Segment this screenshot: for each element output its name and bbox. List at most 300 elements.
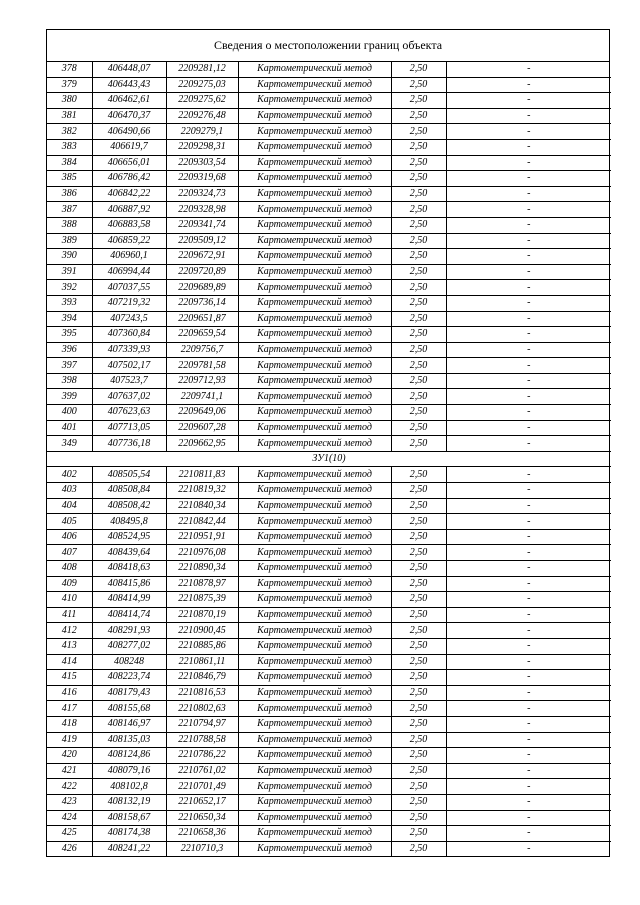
y-coordinate-cell: 2210890,34 — [166, 561, 238, 577]
method-cell: Картометрический метод — [238, 576, 391, 592]
description-cell: - — [446, 358, 611, 374]
point-number-cell: 412 — [47, 623, 92, 639]
x-coordinate-cell: 408415,86 — [92, 576, 166, 592]
accuracy-cell: 2,50 — [391, 358, 446, 374]
point-number-cell: 382 — [47, 124, 92, 140]
point-number-cell: 414 — [47, 654, 92, 670]
method-cell: Картометрический метод — [238, 280, 391, 296]
accuracy-cell: 2,50 — [391, 124, 446, 140]
point-number-cell: 409 — [47, 576, 92, 592]
description-cell: - — [446, 638, 611, 654]
y-coordinate-cell: 2209736,14 — [166, 295, 238, 311]
table-row — [47, 186, 611, 202]
method-cell: Картометрический метод — [238, 623, 391, 639]
table-row — [47, 638, 611, 654]
accuracy-cell: 2,50 — [391, 171, 446, 187]
table-row — [47, 405, 611, 421]
point-number-cell: 425 — [47, 826, 92, 842]
table-row — [47, 280, 611, 296]
y-coordinate-cell: 2209341,74 — [166, 217, 238, 233]
y-coordinate-cell: 2210761,02 — [166, 763, 238, 779]
table-row — [47, 436, 611, 452]
method-cell: Картометрический метод — [238, 405, 391, 421]
accuracy-cell: 2,50 — [391, 514, 446, 530]
point-number-cell: 401 — [47, 420, 92, 436]
y-coordinate-cell: 2210811,83 — [166, 467, 238, 483]
accuracy-cell: 2,50 — [391, 233, 446, 249]
table-row — [47, 202, 611, 218]
accuracy-cell: 2,50 — [391, 62, 446, 77]
y-coordinate-cell: 2210870,19 — [166, 607, 238, 623]
description-cell: - — [446, 186, 611, 202]
table-row — [47, 467, 611, 483]
description-cell: - — [446, 826, 611, 842]
method-cell: Картометрический метод — [238, 62, 391, 77]
point-number-cell: 416 — [47, 685, 92, 701]
point-number-cell: 386 — [47, 186, 92, 202]
accuracy-cell: 2,50 — [391, 436, 446, 452]
point-number-cell: 398 — [47, 373, 92, 389]
table-row — [47, 732, 611, 748]
accuracy-cell: 2,50 — [391, 810, 446, 826]
x-coordinate-cell: 408291,93 — [92, 623, 166, 639]
accuracy-cell: 2,50 — [391, 420, 446, 436]
table-row — [47, 545, 611, 561]
method-cell: Картометрический метод — [238, 124, 391, 140]
description-cell: - — [446, 62, 611, 77]
accuracy-cell: 2,50 — [391, 716, 446, 732]
y-coordinate-cell: 2209741,1 — [166, 389, 238, 405]
y-coordinate-cell: 2210861,11 — [166, 654, 238, 670]
point-number-cell: 419 — [47, 732, 92, 748]
table-row — [47, 233, 611, 249]
y-coordinate-cell: 2209279,1 — [166, 124, 238, 140]
table-row — [47, 155, 611, 171]
method-cell: Картометрический метод — [238, 264, 391, 280]
y-coordinate-cell: 2210710,3 — [166, 841, 238, 856]
table-row — [47, 171, 611, 187]
y-coordinate-cell: 2209756,7 — [166, 342, 238, 358]
y-coordinate-cell: 2210846,79 — [166, 670, 238, 686]
accuracy-cell: 2,50 — [391, 342, 446, 358]
accuracy-cell: 2,50 — [391, 561, 446, 577]
section-row — [47, 451, 611, 467]
point-number-cell: 394 — [47, 311, 92, 327]
table-row — [47, 108, 611, 124]
method-cell: Картометрический метод — [238, 311, 391, 327]
point-number-cell: 379 — [47, 77, 92, 93]
description-cell: - — [446, 794, 611, 810]
method-cell: Картометрический метод — [238, 139, 391, 155]
table-row — [47, 670, 611, 686]
accuracy-cell: 2,50 — [391, 139, 446, 155]
description-cell: - — [446, 670, 611, 686]
table-row — [47, 748, 611, 764]
description-cell: - — [446, 77, 611, 93]
accuracy-cell: 2,50 — [391, 732, 446, 748]
accuracy-cell: 2,50 — [391, 545, 446, 561]
accuracy-cell: 2,50 — [391, 779, 446, 795]
y-coordinate-cell: 2209298,31 — [166, 139, 238, 155]
point-number-cell: 423 — [47, 794, 92, 810]
y-coordinate-cell: 2210900,45 — [166, 623, 238, 639]
method-cell: Картометрический метод — [238, 420, 391, 436]
x-coordinate-cell: 408508,84 — [92, 483, 166, 499]
x-coordinate-cell: 407523,7 — [92, 373, 166, 389]
table-row — [47, 826, 611, 842]
method-cell: Картометрический метод — [238, 389, 391, 405]
y-coordinate-cell: 2209275,62 — [166, 93, 238, 109]
y-coordinate-cell: 2210875,39 — [166, 592, 238, 608]
y-coordinate-cell: 2210976,08 — [166, 545, 238, 561]
table-row — [47, 217, 611, 233]
accuracy-cell: 2,50 — [391, 77, 446, 93]
method-cell: Картометрический метод — [238, 763, 391, 779]
point-number-cell: 389 — [47, 233, 92, 249]
description-cell: - — [446, 93, 611, 109]
method-cell: Картометрический метод — [238, 701, 391, 717]
point-number-cell: 378 — [47, 62, 92, 77]
description-cell: - — [446, 467, 611, 483]
y-coordinate-cell: 2209712,93 — [166, 373, 238, 389]
table-row — [47, 576, 611, 592]
x-coordinate-cell: 407713,05 — [92, 420, 166, 436]
accuracy-cell: 2,50 — [391, 249, 446, 265]
y-coordinate-cell: 2210652,17 — [166, 794, 238, 810]
method-cell: Картометрический метод — [238, 295, 391, 311]
table-row — [47, 529, 611, 545]
accuracy-cell: 2,50 — [391, 467, 446, 483]
method-cell: Картометрический метод — [238, 810, 391, 826]
table-row — [47, 249, 611, 265]
accuracy-cell: 2,50 — [391, 202, 446, 218]
description-cell: - — [446, 264, 611, 280]
point-number-cell: 405 — [47, 514, 92, 530]
point-number-cell: 420 — [47, 748, 92, 764]
x-coordinate-cell: 408158,67 — [92, 810, 166, 826]
point-number-cell: 384 — [47, 155, 92, 171]
method-cell: Картометрический метод — [238, 779, 391, 795]
accuracy-cell: 2,50 — [391, 217, 446, 233]
x-coordinate-cell: 407623,63 — [92, 405, 166, 421]
accuracy-cell: 2,50 — [391, 498, 446, 514]
accuracy-cell: 2,50 — [391, 826, 446, 842]
description-cell: - — [446, 607, 611, 623]
point-number-cell: 410 — [47, 592, 92, 608]
accuracy-cell: 2,50 — [391, 529, 446, 545]
y-coordinate-cell: 2210658,36 — [166, 826, 238, 842]
x-coordinate-cell: 406470,37 — [92, 108, 166, 124]
y-coordinate-cell: 2209607,28 — [166, 420, 238, 436]
table-row — [47, 685, 611, 701]
description-cell: - — [446, 327, 611, 343]
y-coordinate-cell: 2210885,86 — [166, 638, 238, 654]
method-cell: Картометрический метод — [238, 467, 391, 483]
description-cell: - — [446, 701, 611, 717]
description-cell: - — [446, 155, 611, 171]
method-cell: Картометрический метод — [238, 794, 391, 810]
description-cell: - — [446, 779, 611, 795]
x-coordinate-cell: 408418,63 — [92, 561, 166, 577]
description-cell: - — [446, 623, 611, 639]
accuracy-cell: 2,50 — [391, 607, 446, 623]
point-number-cell: 399 — [47, 389, 92, 405]
x-coordinate-cell: 408179,43 — [92, 685, 166, 701]
accuracy-cell: 2,50 — [391, 295, 446, 311]
table-row — [47, 607, 611, 623]
description-cell: - — [446, 732, 611, 748]
accuracy-cell: 2,50 — [391, 155, 446, 171]
description-cell: - — [446, 685, 611, 701]
y-coordinate-cell: 2210951,91 — [166, 529, 238, 545]
y-coordinate-cell: 2209662,95 — [166, 436, 238, 452]
method-cell: Картометрический метод — [238, 638, 391, 654]
description-cell: - — [446, 716, 611, 732]
point-number-cell: 421 — [47, 763, 92, 779]
accuracy-cell: 2,50 — [391, 623, 446, 639]
method-cell: Картометрический метод — [238, 841, 391, 856]
method-cell: Картометрический метод — [238, 108, 391, 124]
y-coordinate-cell: 2210701,49 — [166, 779, 238, 795]
description-cell: - — [446, 295, 611, 311]
method-cell: Картометрический метод — [238, 171, 391, 187]
point-number-cell: 422 — [47, 779, 92, 795]
description-cell: - — [446, 171, 611, 187]
x-coordinate-cell: 408155,68 — [92, 701, 166, 717]
x-coordinate-cell: 406859,22 — [92, 233, 166, 249]
x-coordinate-cell: 406994,44 — [92, 264, 166, 280]
point-number-cell: 391 — [47, 264, 92, 280]
description-cell: - — [446, 498, 611, 514]
table-row — [47, 498, 611, 514]
point-number-cell: 415 — [47, 670, 92, 686]
y-coordinate-cell: 2209649,06 — [166, 405, 238, 421]
table-row — [47, 779, 611, 795]
method-cell: Картометрический метод — [238, 483, 391, 499]
point-number-cell: 406 — [47, 529, 92, 545]
table-row — [47, 592, 611, 608]
method-cell: Картометрический метод — [238, 607, 391, 623]
accuracy-cell: 2,50 — [391, 638, 446, 654]
accuracy-cell: 2,50 — [391, 670, 446, 686]
description-cell: - — [446, 514, 611, 530]
point-number-cell: 387 — [47, 202, 92, 218]
y-coordinate-cell: 2209275,03 — [166, 77, 238, 93]
method-cell: Картометрический метод — [238, 670, 391, 686]
y-coordinate-cell: 2209651,87 — [166, 311, 238, 327]
method-cell: Картометрический метод — [238, 249, 391, 265]
method-cell: Картометрический метод — [238, 77, 391, 93]
description-cell: - — [446, 420, 611, 436]
description-cell: - — [446, 217, 611, 233]
table-row — [47, 264, 611, 280]
table-row — [47, 124, 611, 140]
method-cell: Картометрический метод — [238, 217, 391, 233]
table-row — [47, 389, 611, 405]
y-coordinate-cell: 2209720,89 — [166, 264, 238, 280]
accuracy-cell: 2,50 — [391, 685, 446, 701]
accuracy-cell: 2,50 — [391, 405, 446, 421]
x-coordinate-cell: 406490,66 — [92, 124, 166, 140]
x-coordinate-cell: 408079,16 — [92, 763, 166, 779]
table-row — [47, 716, 611, 732]
table-row — [47, 93, 611, 109]
coordinates-table-body — [47, 62, 611, 856]
method-cell: Картометрический метод — [238, 826, 391, 842]
y-coordinate-cell: 2210788,58 — [166, 732, 238, 748]
accuracy-cell: 2,50 — [391, 576, 446, 592]
x-coordinate-cell: 406960,1 — [92, 249, 166, 265]
method-cell: Картометрический метод — [238, 233, 391, 249]
x-coordinate-cell: 408102,8 — [92, 779, 166, 795]
method-cell: Картометрический метод — [238, 342, 391, 358]
x-coordinate-cell: 406448,07 — [92, 62, 166, 77]
description-cell: - — [446, 561, 611, 577]
description-cell: - — [446, 810, 611, 826]
point-number-cell: 392 — [47, 280, 92, 296]
y-coordinate-cell: 2210650,34 — [166, 810, 238, 826]
x-coordinate-cell: 408495,8 — [92, 514, 166, 530]
point-number-cell: 393 — [47, 295, 92, 311]
x-coordinate-cell: 408508,42 — [92, 498, 166, 514]
accuracy-cell: 2,50 — [391, 108, 446, 124]
accuracy-cell: 2,50 — [391, 841, 446, 856]
x-coordinate-cell: 408524,95 — [92, 529, 166, 545]
x-coordinate-cell: 406786,42 — [92, 171, 166, 187]
method-cell: Картометрический метод — [238, 716, 391, 732]
x-coordinate-cell: 408132,19 — [92, 794, 166, 810]
table-row — [47, 623, 611, 639]
x-coordinate-cell: 408248 — [92, 654, 166, 670]
y-coordinate-cell: 2209689,89 — [166, 280, 238, 296]
table-row — [47, 794, 611, 810]
method-cell: Картометрический метод — [238, 93, 391, 109]
point-number-cell: 404 — [47, 498, 92, 514]
y-coordinate-cell: 2209781,58 — [166, 358, 238, 374]
method-cell: Картометрический метод — [238, 654, 391, 670]
table-row — [47, 62, 611, 77]
method-cell: Картометрический метод — [238, 436, 391, 452]
x-coordinate-cell: 407736,18 — [92, 436, 166, 452]
document-title: Сведения о местоположении границ объекта — [47, 30, 609, 62]
point-number-cell: 400 — [47, 405, 92, 421]
method-cell: Картометрический метод — [238, 545, 391, 561]
y-coordinate-cell: 2210819,32 — [166, 483, 238, 499]
method-cell: Картометрический метод — [238, 186, 391, 202]
description-cell: - — [446, 249, 611, 265]
description-cell: - — [446, 108, 611, 124]
accuracy-cell: 2,50 — [391, 763, 446, 779]
description-cell: - — [446, 405, 611, 421]
method-cell: Картометрический метод — [238, 685, 391, 701]
x-coordinate-cell: 407037,55 — [92, 280, 166, 296]
description-cell: - — [446, 763, 611, 779]
point-number-cell: 407 — [47, 545, 92, 561]
accuracy-cell: 2,50 — [391, 701, 446, 717]
description-cell: - — [446, 124, 611, 140]
section-label: ЗУ1(10) — [47, 451, 611, 467]
point-number-cell: 426 — [47, 841, 92, 856]
y-coordinate-cell: 2210816,53 — [166, 685, 238, 701]
point-number-cell: 397 — [47, 358, 92, 374]
coordinates-table — [47, 62, 611, 856]
x-coordinate-cell: 406887,92 — [92, 202, 166, 218]
table-row — [47, 420, 611, 436]
table-row — [47, 763, 611, 779]
y-coordinate-cell: 2210842,44 — [166, 514, 238, 530]
description-cell: - — [446, 202, 611, 218]
point-number-cell: 408 — [47, 561, 92, 577]
y-coordinate-cell: 2209659,54 — [166, 327, 238, 343]
table-row — [47, 561, 611, 577]
description-cell: - — [446, 483, 611, 499]
y-coordinate-cell: 2209324,73 — [166, 186, 238, 202]
description-cell: - — [446, 529, 611, 545]
x-coordinate-cell: 407243,5 — [92, 311, 166, 327]
method-cell: Картометрический метод — [238, 732, 391, 748]
method-cell: Картометрический метод — [238, 529, 391, 545]
point-number-cell: 390 — [47, 249, 92, 265]
y-coordinate-cell: 2209509,12 — [166, 233, 238, 249]
method-cell: Картометрический метод — [238, 498, 391, 514]
x-coordinate-cell: 406443,43 — [92, 77, 166, 93]
description-cell: - — [446, 576, 611, 592]
table-row — [47, 810, 611, 826]
table-row — [47, 139, 611, 155]
point-number-cell: 385 — [47, 171, 92, 187]
table-row — [47, 327, 611, 343]
description-cell: - — [446, 233, 611, 249]
description-cell: - — [446, 654, 611, 670]
x-coordinate-cell: 408146,97 — [92, 716, 166, 732]
x-coordinate-cell: 407637,02 — [92, 389, 166, 405]
table-row — [47, 841, 611, 856]
description-cell: - — [446, 436, 611, 452]
table-row — [47, 373, 611, 389]
point-number-cell: 380 — [47, 93, 92, 109]
method-cell: Картометрический метод — [238, 514, 391, 530]
accuracy-cell: 2,50 — [391, 389, 446, 405]
x-coordinate-cell: 408174,38 — [92, 826, 166, 842]
x-coordinate-cell: 406462,61 — [92, 93, 166, 109]
accuracy-cell: 2,50 — [391, 280, 446, 296]
point-number-cell: 349 — [47, 436, 92, 452]
y-coordinate-cell: 2210786,22 — [166, 748, 238, 764]
description-cell: - — [446, 545, 611, 561]
method-cell: Картометрический метод — [238, 748, 391, 764]
point-number-cell: 424 — [47, 810, 92, 826]
y-coordinate-cell: 2209276,48 — [166, 108, 238, 124]
x-coordinate-cell: 408414,74 — [92, 607, 166, 623]
y-coordinate-cell: 2210878,97 — [166, 576, 238, 592]
y-coordinate-cell: 2209328,98 — [166, 202, 238, 218]
table-row — [47, 295, 611, 311]
method-cell: Картометрический метод — [238, 592, 391, 608]
description-cell: - — [446, 280, 611, 296]
x-coordinate-cell: 406619,7 — [92, 139, 166, 155]
accuracy-cell: 2,50 — [391, 748, 446, 764]
x-coordinate-cell: 408277,02 — [92, 638, 166, 654]
table-row — [47, 358, 611, 374]
method-cell: Картометрический метод — [238, 155, 391, 171]
x-coordinate-cell: 406883,58 — [92, 217, 166, 233]
accuracy-cell: 2,50 — [391, 264, 446, 280]
point-number-cell: 413 — [47, 638, 92, 654]
y-coordinate-cell: 2209303,54 — [166, 155, 238, 171]
table-row — [47, 77, 611, 93]
point-number-cell: 403 — [47, 483, 92, 499]
method-cell: Картометрический метод — [238, 561, 391, 577]
